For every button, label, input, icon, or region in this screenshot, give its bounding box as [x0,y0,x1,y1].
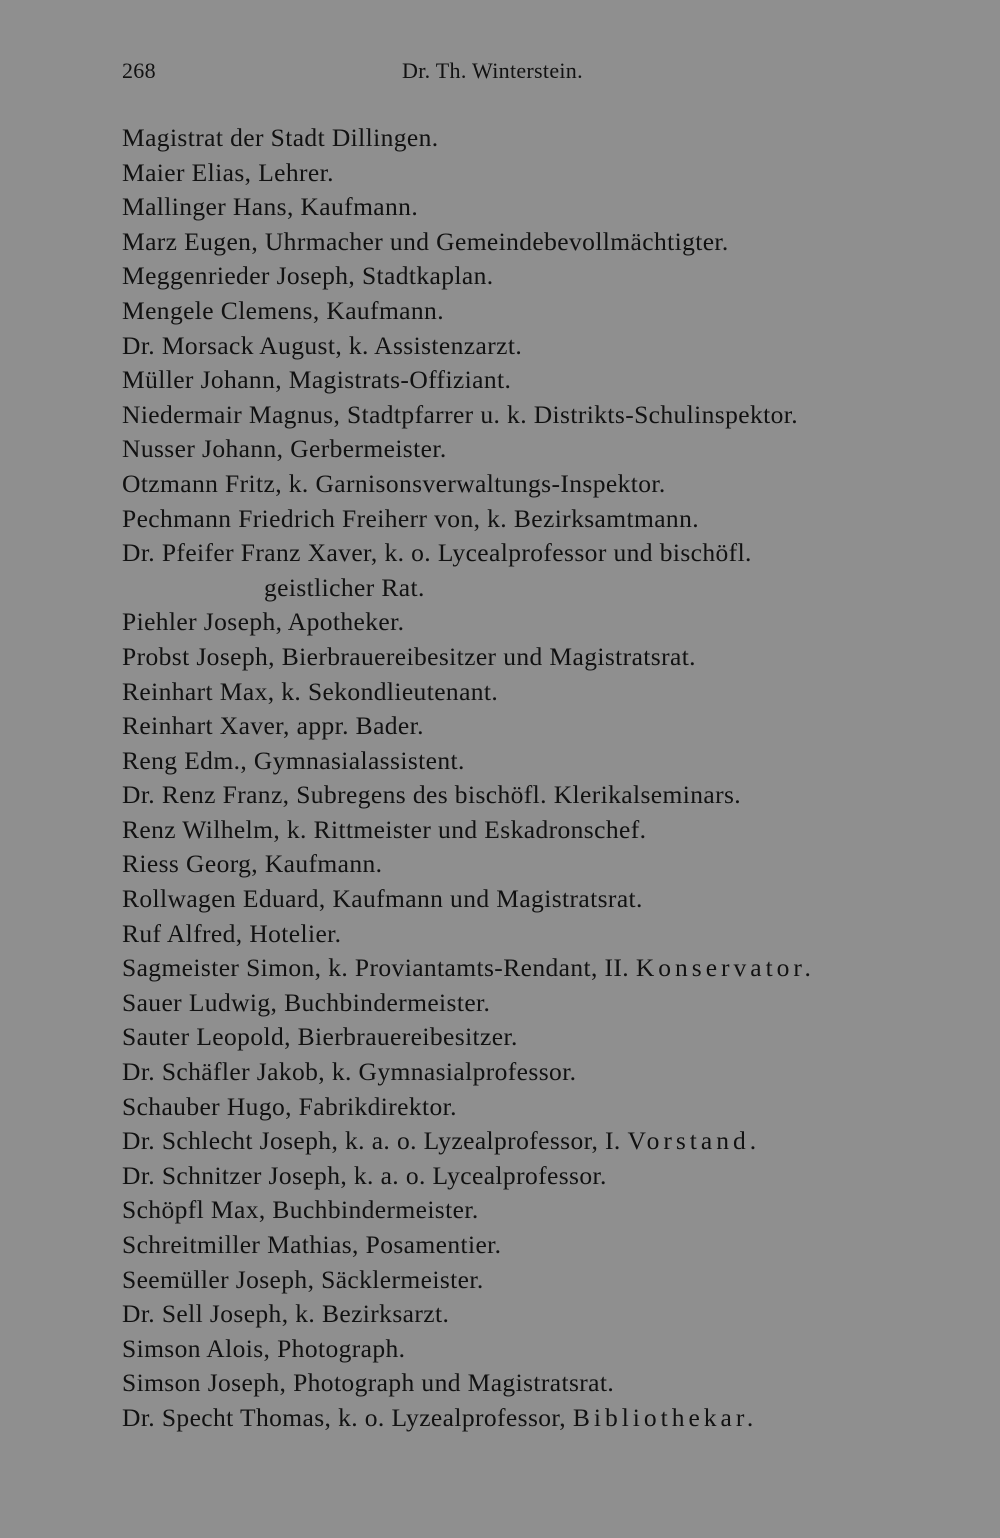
list-item: Sauer Ludwig, Buchbindermeister. [122,987,491,1017]
list-item-continuation: geistlicher Rat. [264,572,425,602]
list-item: Simson Alois, Photograph. [122,1333,406,1363]
list-item: Magistrat der Stadt Dillingen. [122,123,439,152]
list-item: Dr. Schnitzer Joseph, k. a. o. Lycealprofessor. [122,1160,607,1190]
list-item [122,1124,912,1159]
list-item: Sauter Leopold, Bierbrauereibesitzer. [122,1022,518,1052]
list-item: Müller Johann, Magistrats-Offiziant. [122,365,512,395]
list-item: Pechmann Friedrich Freiherr von, k. Bezirksamtmann. [122,503,700,533]
page-number: 268 [122,58,156,83]
list-item: Marz Eugen, Uhrmacher und Gemeindebevollmächtigter. [122,226,729,256]
list-item: Piehler Joseph, Apotheker. [122,607,405,637]
page-header [122,58,890,88]
list-item: Ruf Alfred, Hotelier. [122,918,342,948]
list-item [122,1401,912,1436]
spaced-title: Bibliothekar. [572,1402,758,1432]
list-item: Reinhart Xaver, appr. Bader. [122,711,424,741]
spaced-title: Vorstand. [627,1126,761,1156]
list-item: Mengele Clemens, Kaufmann. [122,295,444,325]
spaced-title: Konservator. [635,953,815,983]
list-item: Dr. Schäfler Jakob, k. Gymnasialprofessor. [122,1057,577,1087]
list-item-text: Dr. Schlecht Joseph, k. a. o. Lyzealprofessor, I. [122,1126,621,1156]
list-item: Dr. Renz Franz, Subregens des bischöfl. Klerikalseminars. [122,780,742,810]
member-list [122,121,912,1436]
list-item: Riess Georg, Kaufmann. [122,849,383,879]
list-item: Dr. Sell Joseph, k. Bezirksarzt. [122,1299,450,1329]
list-item: Niedermair Magnus, Stadtpfarrer u. k. Distrikts-Schulinspektor. [122,399,799,429]
list-item: Renz Wilhelm, k. Rittmeister und Eskadronschef. [122,814,647,844]
list-item: Dr. Morsack August, k. Assistenzarzt. [122,330,523,360]
list-item: Reinhart Max, k. Sekondlieutenant. [122,676,499,706]
list-item: Simson Joseph, Photograph und Magistratsrat. [122,1368,615,1398]
list-item: Meggenrieder Joseph, Stadtkaplan. [122,261,494,291]
list-item: Schreitmiller Mathias, Posamentier. [122,1230,502,1259]
list-item: Mallinger Hans, Kaufmann. [122,192,419,222]
list-item-text: Dr. Specht Thomas, k. o. Lyzealprofessor, [122,1402,567,1432]
list-item: Otzmann Fritz, k. Garnisonsverwaltungs-Inspektor. [122,468,666,498]
list-item: Maier Elias, Lehrer. [122,157,334,187]
list-item: Probst Joseph, Bierbrauereibesitzer und Magistratsrat. [122,641,696,671]
list-item: Reng Edm., Gymnasialassistent. [122,745,465,775]
list-item: Schöpfl Max, Buchbindermeister. [122,1195,479,1225]
running-head: Dr. Th. Winterstein. [402,58,583,83]
list-item: Nusser Johann, Gerbermeister. [122,434,447,464]
list-item: Schauber Hugo, Fabrikdirektor. [122,1091,457,1121]
list-item: Seemüller Joseph, Säcklermeister. [122,1264,484,1294]
list-item: Dr. Pfeifer Franz Xaver, k. o. Lycealprofessor und bischöfl. [122,538,752,568]
list-item [122,951,912,986]
list-item: Rollwagen Eduard, Kaufmann und Magistratsrat. [122,884,643,914]
list-item-text: Sagmeister Simon, k. Proviantamts-Rendant, II. [122,953,630,983]
